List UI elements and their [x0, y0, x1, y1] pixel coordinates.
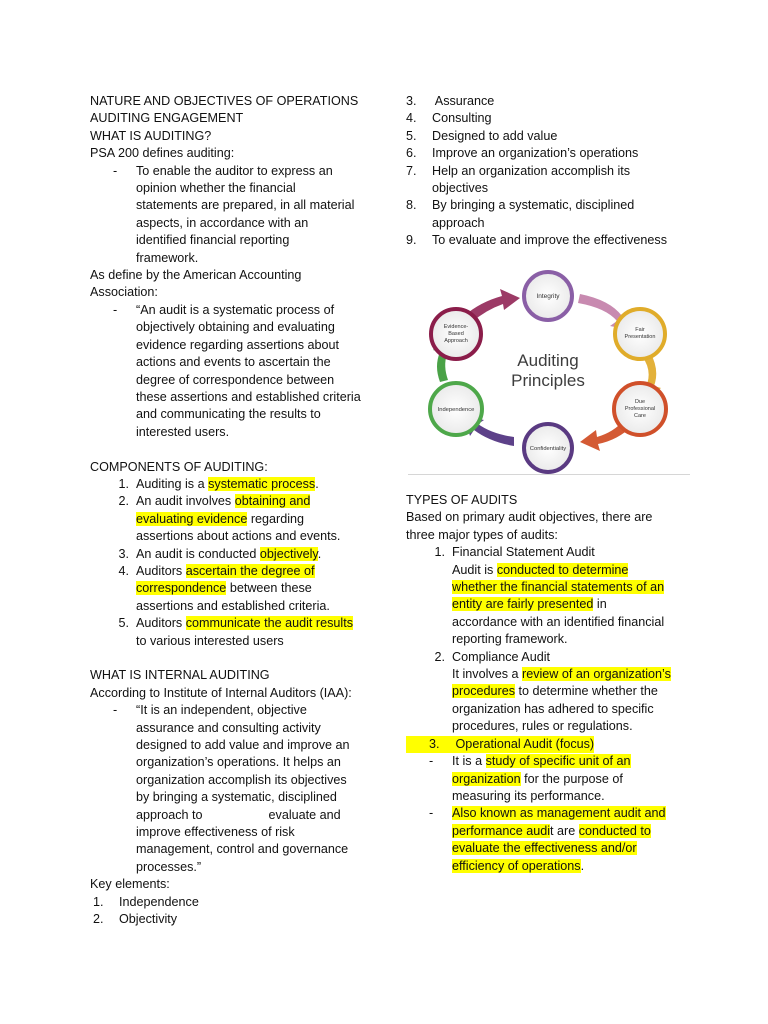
aaa-definition-bullet: [90, 302, 375, 441]
dash-marker: -: [113, 163, 118, 178]
label-due-1: Due: [634, 399, 646, 405]
right-column-list: [406, 93, 696, 250]
highlighted-text: correspondence: [136, 581, 227, 596]
doc-title-line-1: NATURE AND OBJECTIVES OF OPERATIONS: [90, 94, 359, 108]
diagram-title-line-1: Auditing: [517, 351, 579, 370]
label-evidence-1: Evidence-: [443, 324, 469, 330]
label-evidence-3: Approach: [444, 338, 468, 344]
text-line: opinion whether the financial: [136, 181, 296, 196]
text-run: It involves a: [452, 667, 522, 682]
text-run: An audit involves: [136, 494, 235, 509]
text-run: t are: [550, 823, 579, 838]
component-item-5: [90, 615, 375, 650]
label-fair-2: Presentation: [624, 334, 656, 340]
highlighted-text: communicate the audit results: [185, 616, 354, 631]
item-number: 5.: [406, 128, 417, 143]
doc-title-line-2: AUDITING ENGAGEMENT: [90, 111, 244, 126]
component-item-2: [90, 493, 375, 545]
highlighted-text: Also known as management audit and: [452, 806, 666, 821]
text-line: evidence regarding assertions about: [136, 337, 340, 352]
text-line: “It is an independent, objective: [136, 703, 307, 718]
text-run: approach to: [136, 807, 203, 822]
bullet-text: [452, 805, 706, 875]
text-run: for the purpose of: [520, 771, 623, 786]
highlighted-text: review of an organization’s: [522, 667, 671, 682]
types-intro-2: three major types of audits:: [406, 527, 558, 542]
item-text: [452, 649, 706, 736]
label-due-3: Care: [634, 413, 646, 419]
auditing-principles-diagram: [410, 264, 688, 476]
highlighted-text: objectively: [259, 546, 318, 561]
key-elements-heading: Key elements:: [90, 877, 170, 892]
spacer: [90, 441, 375, 458]
text-run: Auditors: [136, 616, 186, 631]
text-run: between these: [226, 581, 312, 596]
item-text: [136, 476, 375, 493]
text-line: procedures, rules or regulations.: [452, 719, 633, 734]
highlighted-text: evaluating evidence: [136, 511, 248, 526]
aaa-intro-line-2: Association:: [90, 285, 158, 300]
text-line: identified financial reporting: [136, 233, 290, 248]
text-line: these assertions and established criteria: [136, 389, 361, 404]
highlighted-text: evaluate the effectiveness and/or: [452, 841, 637, 856]
text-line: actions and events to ascertain the: [136, 355, 331, 370]
highlighted-text: whether the financial statements of an: [452, 580, 665, 595]
label-fair-1: Fair: [635, 327, 645, 333]
key-element-1: [90, 894, 375, 911]
text-line: management, control and governance: [136, 842, 349, 857]
item-number: 1.: [434, 545, 445, 560]
component-item-4: [90, 563, 375, 615]
text-line: “An audit is a systematic process of: [136, 302, 335, 317]
audit-type-title: Compliance Audit: [452, 649, 551, 664]
highlighted-text: study of specific unit of an: [485, 754, 631, 769]
item-number: 3.: [429, 736, 440, 751]
left-column: [90, 93, 375, 928]
text-line: designed to add value and improve an: [136, 738, 350, 752]
item-text: Independence: [119, 894, 199, 909]
diagram-title-line-2: Principles: [511, 371, 585, 390]
audit-type-financial-statement: [406, 544, 706, 648]
text-line: and communicating the results to: [136, 407, 321, 422]
item-number: 2.: [118, 494, 129, 509]
iia-definition-text: [136, 702, 375, 876]
operational-audit-bullet-2: [406, 805, 706, 875]
psa-definition-text: [136, 163, 375, 267]
types-heading: TYPES OF AUDITS: [406, 493, 518, 507]
components-heading: COMPONENTS OF AUDITING:: [90, 459, 268, 474]
iia-intro: According to Institute of Internal Auditors (IAA):: [90, 685, 352, 700]
psa-200-intro: PSA 200 defines auditing:: [90, 146, 235, 161]
item-text: [136, 563, 375, 615]
text-line: assertions and established criteria.: [136, 598, 330, 613]
item-number: 5.: [118, 616, 129, 631]
text-line: organization has adhered to specific: [452, 701, 654, 716]
text-line: organization’s operations. It helps an: [136, 755, 341, 770]
item-number: 4.: [406, 111, 417, 126]
text-line: objectively obtaining and evaluating: [136, 320, 335, 335]
text-line: aspects, in accordance with an: [136, 215, 309, 230]
text-run: evaluate and: [268, 807, 341, 822]
purpose-item-3: [406, 93, 696, 110]
item-number: 9.: [406, 233, 417, 248]
item-number: 3.: [118, 546, 129, 561]
purpose-item-8: [406, 197, 696, 232]
text-run: .: [317, 546, 322, 561]
aaa-definition-text: [136, 302, 375, 441]
text-line: approach: [432, 215, 485, 230]
text-run: in: [593, 597, 607, 612]
highlighted-text: systematic process: [208, 476, 316, 491]
purpose-item-9: [406, 232, 696, 249]
types-intro-1: Based on primary audit objectives, there are: [406, 510, 653, 525]
item-text: Designed to add value: [432, 128, 558, 143]
dash-marker: -: [429, 754, 434, 769]
text-line: By bringing a systematic, disciplined: [432, 198, 635, 213]
item-text: To evaluate and improve the effectiveness: [432, 233, 667, 248]
label-due-2: Professional: [624, 406, 656, 412]
label-confidentiality: Confidentiality: [529, 446, 567, 452]
text-run: to determine whether the: [515, 684, 658, 699]
psa-definition-bullet: [90, 163, 375, 267]
bullet-text: [452, 753, 706, 805]
text-line: objectives: [432, 181, 489, 196]
highlighted-text: organization: [452, 771, 521, 786]
text-line: by bringing a systematic, disciplined: [136, 790, 337, 805]
item-number: 1.: [118, 476, 129, 491]
text-run: regarding: [247, 511, 305, 526]
text-run: It is a: [452, 754, 486, 769]
highlighted-text: conducted to determine: [496, 562, 629, 577]
text-line: assurance and consulting activity: [136, 720, 321, 735]
text-run: An audit is conducted: [136, 546, 260, 561]
text-line: degree of correspondence between: [136, 372, 335, 387]
purpose-item-7: [406, 163, 696, 198]
text-line: processes.”: [136, 859, 202, 874]
text-line: statements are prepared, in all material: [136, 198, 355, 213]
text-line: accordance with an identified financial: [452, 614, 665, 629]
principles-cycle-graphic: [410, 264, 688, 476]
item-text: [452, 544, 706, 648]
aaa-intro-line-1: As define by the American Accounting: [90, 268, 302, 283]
highlighted-text: obtaining and: [234, 494, 311, 509]
purpose-item-6: [406, 145, 696, 162]
text-run: Auditors: [136, 563, 186, 578]
audit-type-operational: [406, 736, 706, 753]
operational-audit-bullet-1: [406, 753, 706, 805]
item-text: [136, 615, 375, 650]
what-is-auditing-heading: WHAT IS AUDITING?: [90, 128, 212, 143]
dash-marker: -: [113, 703, 118, 718]
item-number: 6.: [406, 146, 417, 161]
item-number: 3.: [406, 94, 417, 108]
text-line: measuring its performance.: [452, 788, 605, 803]
types-of-audits-section: [406, 492, 706, 875]
item-text: [136, 546, 375, 563]
audit-type-title: Operational Audit (focus): [455, 736, 595, 751]
figure-divider: [408, 474, 690, 475]
item-number: 8.: [406, 198, 417, 213]
audit-type-compliance: [406, 649, 706, 736]
text-line: framework.: [136, 250, 199, 265]
item-text: Consulting: [432, 111, 492, 126]
item-number: 2.: [93, 912, 104, 927]
item-text: [432, 163, 696, 198]
item-number: 1.: [93, 894, 104, 909]
text-line: to various interested users: [136, 633, 284, 648]
highlighted-text: entity are fairly presented: [452, 597, 594, 612]
text-line: organization accomplish its objectives: [136, 772, 347, 787]
key-element-2: [90, 911, 375, 928]
text-run: .: [580, 858, 585, 873]
text-line: Help an organization accomplish its: [432, 163, 631, 178]
purpose-item-5: [406, 128, 696, 145]
item-text: Objectivity: [119, 912, 178, 927]
item-number: 7.: [406, 163, 417, 178]
highlighted-text: procedures: [452, 684, 516, 699]
iia-definition-bullet: [90, 702, 375, 876]
component-item-3: [90, 546, 375, 563]
text-line: To enable the auditor to express an: [136, 163, 333, 178]
item-text: [136, 493, 375, 545]
item-number: 2.: [434, 649, 445, 664]
spacer: [90, 650, 375, 667]
text-run: Audit is: [452, 562, 497, 577]
label-integrity: Integrity: [536, 293, 560, 300]
label-evidence-2: Based: [448, 331, 464, 337]
text-run: Auditing is a: [136, 476, 209, 491]
text-line: interested users.: [136, 424, 230, 439]
text-line: reporting framework.: [452, 632, 568, 647]
dash-marker: -: [113, 302, 118, 317]
text-line: improve effectiveness of risk: [136, 825, 295, 840]
item-text: Assurance: [432, 94, 495, 108]
highlighted-text: conducted to: [578, 823, 651, 838]
text-run: .: [315, 476, 319, 491]
dash-marker: -: [429, 806, 434, 821]
item-number: 4.: [118, 563, 129, 578]
highlighted-text: ascertain the degree of: [185, 563, 315, 578]
highlighted-text: performance audi: [452, 823, 551, 838]
audit-type-title: Financial Statement Audit: [452, 545, 595, 560]
label-independence: Independence: [437, 407, 475, 413]
purpose-item-4: [406, 110, 696, 127]
internal-auditing-heading: WHAT IS INTERNAL AUDITING: [90, 668, 270, 683]
component-item-1: [90, 476, 375, 493]
text-line: assertions about actions and events.: [136, 529, 341, 544]
item-text: Improve an organization’s operations: [432, 146, 639, 161]
item-text: [432, 197, 696, 232]
highlighted-text: efficiency of operations: [452, 858, 581, 873]
